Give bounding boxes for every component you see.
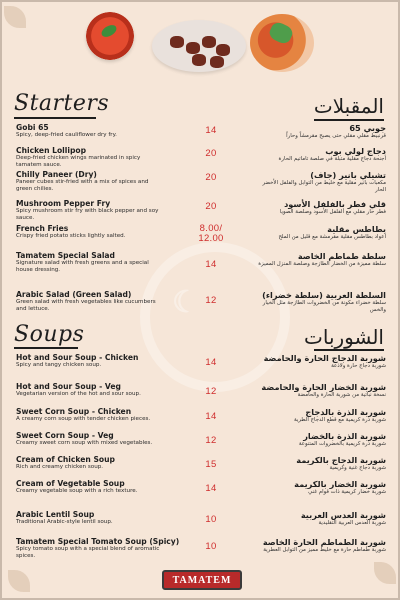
leaf-decoration	[374, 562, 396, 584]
item-price: 14	[205, 259, 217, 270]
leaf-decoration	[4, 6, 26, 28]
item-desc-ar: شوربة ذرة كريمية بالخضروات المتنوعة	[298, 441, 386, 447]
item-name-ar: تشيلي بانير (جاف)	[310, 170, 386, 180]
item-name-en: Arabic Salad (Green Salad)	[16, 290, 132, 299]
item-name-ar: بطاطس مقلية	[327, 224, 386, 234]
item-desc-ar: مكعبات بانير مقلية مع خليط من التوابل والفلفل الأخضر الحار	[262, 180, 386, 193]
item-desc-en: Signature salad with fresh greens and a special house dressing.	[16, 260, 149, 273]
item-desc-ar: نسخة نباتية من شوربة الحارة والحامضة	[297, 392, 386, 398]
item-desc-ar: شوربة خضار كريمية ذات قوام غني	[308, 489, 386, 495]
item-desc-en: Spicy, deep-fried cauliflower dry fry.	[16, 132, 117, 138]
item-desc-ar: سلطة خضراء مكونة من الخضروات الطازجة مثل الخيار والخس	[262, 300, 386, 313]
item-price: 20	[205, 148, 217, 159]
item-desc-ar: شوربة ذرة كريمية مع قطع الدجاج الطرية	[293, 417, 386, 423]
item-price: 14	[205, 411, 217, 422]
item-price: 14	[205, 357, 217, 368]
item-name-ar: شوربة الذرة بالدجاج	[305, 407, 386, 417]
logo-text: TAMATEM	[172, 574, 232, 586]
item-desc-en: Traditional Arabic-style lentil soup.	[16, 519, 113, 525]
item-name-en: Sweet Corn Soup - Chicken	[16, 407, 132, 416]
item-name-en: Arabic Lentil Soup	[16, 510, 95, 519]
item-price: 12	[205, 386, 217, 397]
item-name-en: Chilly Paneer (Dry)	[16, 170, 97, 179]
item-desc-en: Spicy and tangy chicken soup.	[16, 362, 102, 368]
item-price: 12	[205, 435, 217, 446]
item-name-en: Sweet Corn Soup - Veg	[16, 431, 114, 440]
starters-underline	[14, 117, 96, 119]
item-name-ar: شوربة الخضار الحارة والحامضة	[261, 382, 386, 392]
item-desc-ar: أعواد بطاطس مقلية مقرمشة مع قليل من الملح	[278, 234, 386, 240]
item-desc-ar: شوربة دجاج حارة ولاذعة	[331, 363, 386, 369]
item-price: 20	[205, 201, 217, 212]
item-price: 8.00/ 12.00	[198, 223, 224, 244]
item-price: 12	[205, 295, 217, 306]
item-desc-en: Creamy vegetable soup with a rich texture.	[16, 488, 138, 494]
item-desc-en: Rich and creamy chicken soup.	[16, 464, 104, 470]
soups-underline	[14, 347, 78, 349]
item-name-en: Gobi 65	[16, 123, 49, 132]
item-name-en: Hot and Sour Soup - Chicken	[16, 353, 139, 362]
item-price: 14	[205, 125, 217, 136]
soups-ar-underline	[314, 349, 384, 351]
item-name-ar: شوربة الطماطم الحارة الخاصة	[262, 537, 386, 547]
item-name-ar: شوربة الدجاج الحارة والحامضة	[263, 353, 386, 363]
item-desc-en: A creamy corn soup with tender chicken pieces.	[16, 416, 151, 422]
starters-title-en: Starters	[14, 91, 110, 116]
item-desc-ar: سلطة مميزة من الخضار الطازجة وصلصة المنزل المميزة	[258, 261, 386, 267]
tomato-soup-image	[86, 12, 134, 60]
item-name-ar: شوربة الخضار بالكريمة	[294, 479, 386, 489]
item-desc-ar: شوربة طماطم حارة مع خليط مميز من التوابل العطرية	[263, 547, 386, 553]
item-name-ar: شوربة الدجاج بالكريمة	[296, 455, 386, 465]
item-name-en: Mushroom Pepper Fry	[16, 199, 111, 208]
item-name-en: Cream of Chicken Soup	[16, 455, 115, 464]
item-price: 10	[205, 541, 217, 552]
item-desc-ar: أجنحة دجاج مقلية متبلة في صلصة تاماتيم الحارة	[278, 156, 386, 162]
item-name-en: Tamatem Special Tomato Soup (Spicy)	[16, 537, 180, 546]
item-name-en: Tamatem Special Salad	[16, 251, 115, 260]
starters-title-ar: المقبلات	[313, 94, 384, 118]
item-price: 10	[205, 514, 217, 525]
item-name-ar: شوربة العدس العربية	[300, 510, 386, 520]
item-name-en: Chicken Lollipop	[16, 146, 87, 155]
item-desc-ar: شوربة دجاج غنية وكريمية	[329, 465, 386, 471]
item-name-en: French Fries	[16, 224, 69, 233]
item-desc-en: Green salad with fresh vegetables like cucumbers and lettuce.	[16, 299, 156, 312]
item-desc-en: Creamy sweet corn soup with mixed vegetables.	[16, 440, 153, 446]
starters-ar-underline	[314, 119, 384, 121]
item-price: 20	[205, 172, 217, 183]
item-desc-en: Spicy tomato soup with a special blend of aromatic spices.	[16, 546, 160, 559]
item-name-en: Hot and Sour Soup - Veg	[16, 382, 121, 391]
tamatem-logo	[162, 570, 242, 590]
item-price: 14	[205, 483, 217, 494]
item-name-ar: قلي فطر بالفلفل الأسود	[284, 199, 386, 209]
item-desc-ar: فطر حار مقلي مع الفلفل الأسود وصلصة الصويا	[279, 209, 386, 215]
item-price: 15	[205, 459, 217, 470]
gobi-65-image	[250, 14, 314, 72]
soups-title-en: Soups	[14, 322, 85, 347]
soups-title-ar: الشوربات	[304, 325, 384, 349]
item-desc-en: Paneer cubes stir-fried with a mix of spices and green chilies.	[16, 179, 149, 192]
item-name-ar: دجاج لولي بوب	[325, 146, 386, 156]
item-desc-en: Crispy fried potato sticks lightly salted.	[16, 233, 126, 239]
item-name-ar: جوبي 65	[349, 123, 386, 133]
chicken-lollipop-image	[152, 20, 246, 72]
item-desc-en: Deep-fried chicken wings marinated in spicy tamatem sauce.	[16, 155, 141, 168]
leaf-decoration	[8, 570, 30, 592]
item-name-ar: سلطة طماطم الخاصة	[297, 251, 386, 261]
item-desc-en: Vegetarian version of the hot and sour soup.	[16, 391, 141, 397]
item-desc-ar: شوربة العدس العربية التقليدية	[318, 520, 386, 526]
item-name-en: Cream of Vegetable Soup	[16, 479, 125, 488]
item-name-ar: شوربة الذرة بالخضار	[303, 431, 386, 441]
item-name-ar: السلطة العربية (سلطة خضراء)	[262, 290, 386, 300]
item-desc-ar: قرنبيط مقلي مقلي حتى يصبح مقرمشاً وحاراً	[286, 133, 386, 139]
watermark-mark: ☾	[172, 286, 201, 319]
item-desc-en: Spicy mushroom stir fry with black pepper and soy sauce.	[16, 208, 159, 221]
